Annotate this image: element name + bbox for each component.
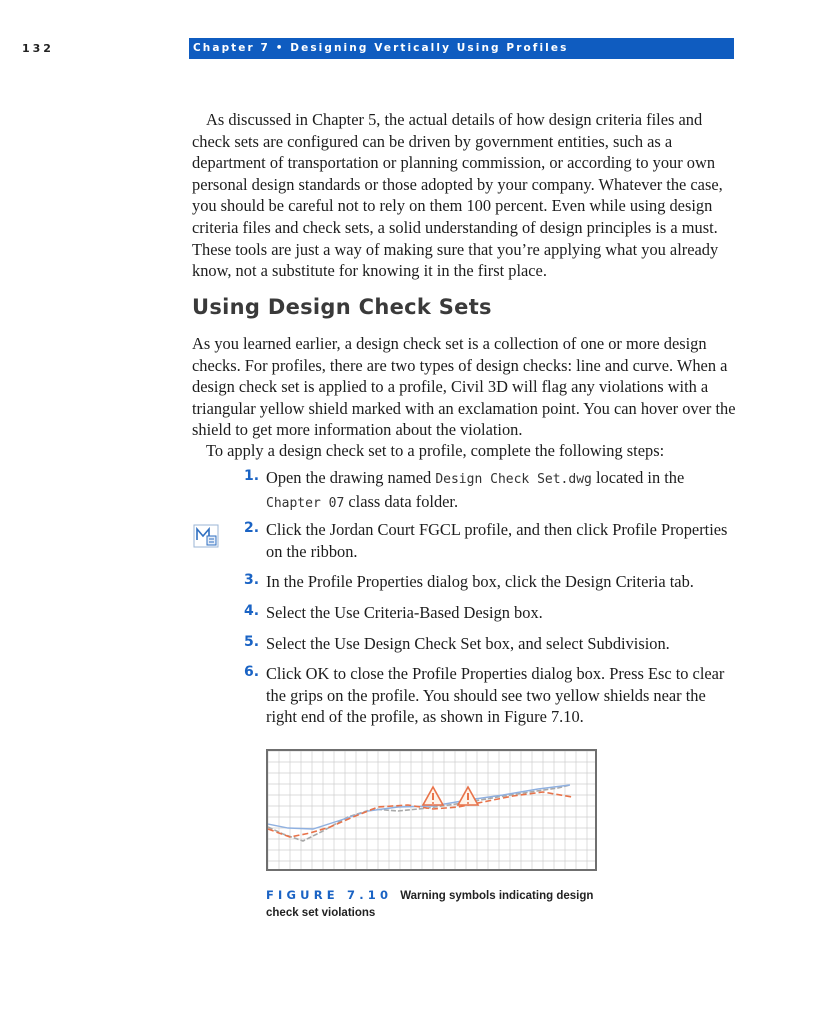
grid: [268, 751, 595, 869]
design-profile-line: [268, 792, 572, 837]
step-number: 4.: [244, 603, 260, 619]
step-text: Open the drawing named Design Check Set.dwg located in the Chapter 07 class data folder.: [266, 468, 685, 511]
profile-view-image: [268, 751, 595, 869]
steps-intro-paragraph: To apply a design check set to a profile, complete the following steps:: [206, 441, 665, 460]
step-text: Select the Use Design Check Set box, and select Subdivision.: [266, 634, 670, 653]
warning-icon[interactable]: [423, 787, 443, 805]
step-number: 1.: [244, 468, 260, 484]
chapter-header-bar: [189, 38, 734, 59]
intro-paragraph: As discussed in Chapter 5, the actual details of how design criteria files and check sets are configured can be driven by government entities, such as a department of transportation or planning commission, or according to your own personal design standards or those adopted by your company. Whatever the case, you should be careful not to rely on them 100 percent. Even while using design criteria files and check sets, a solid understanding of design principles is a must. These tools are just a way of making sure that you’re applying what you already know, not a substitute for knowing it in the first place.: [192, 110, 723, 281]
figure-caption: [266, 887, 606, 922]
step-number: 3.: [244, 572, 260, 588]
file-name: Design Check Set.dwg: [435, 472, 592, 487]
step-number: 2.: [244, 520, 260, 536]
step-text: Click the Jordan Court FGCL profile, and then click Profile Properties on the ribbon.: [266, 520, 728, 561]
section-heading: Using Design Check Sets: [192, 295, 492, 319]
step-text: Click OK to close the Profile Properties dialog box. Press Esc to clear the grips on the profile. You should see two yellow shields near the right end of the profile, as shown in Figure 7.10.: [266, 664, 725, 727]
step-text: Select the Use Criteria-Based Design box.: [266, 603, 543, 622]
figure-caption-text: Warning symbols indicating design check set violations: [266, 890, 594, 919]
page-number: 132: [22, 42, 54, 55]
figure-7-10: [266, 749, 597, 871]
profile-properties-icon: [193, 524, 219, 548]
warning-icon[interactable]: [458, 787, 478, 805]
step-text: In the Profile Properties dialog box, click the Design Criteria tab.: [266, 572, 694, 591]
folder-name: Chapter 07: [266, 495, 345, 511]
step-number: 5.: [244, 634, 260, 650]
step-number: 6.: [244, 664, 260, 680]
chapter-title: Chapter 7 • Designing Vertically Using Profiles: [193, 42, 569, 54]
figure-label: FIGURE 7.10: [266, 888, 393, 902]
section-body-paragraph: As you learned earlier, a design check set is a collection of one or more design checks. For profiles, there are two types of design checks: line and curve. When a design check set is applied to a profile, Civil 3D will flag any violations with a triangular yellow shield marked with an exclamation point. You can hover over the shield to get more information about the violation.: [192, 334, 736, 440]
